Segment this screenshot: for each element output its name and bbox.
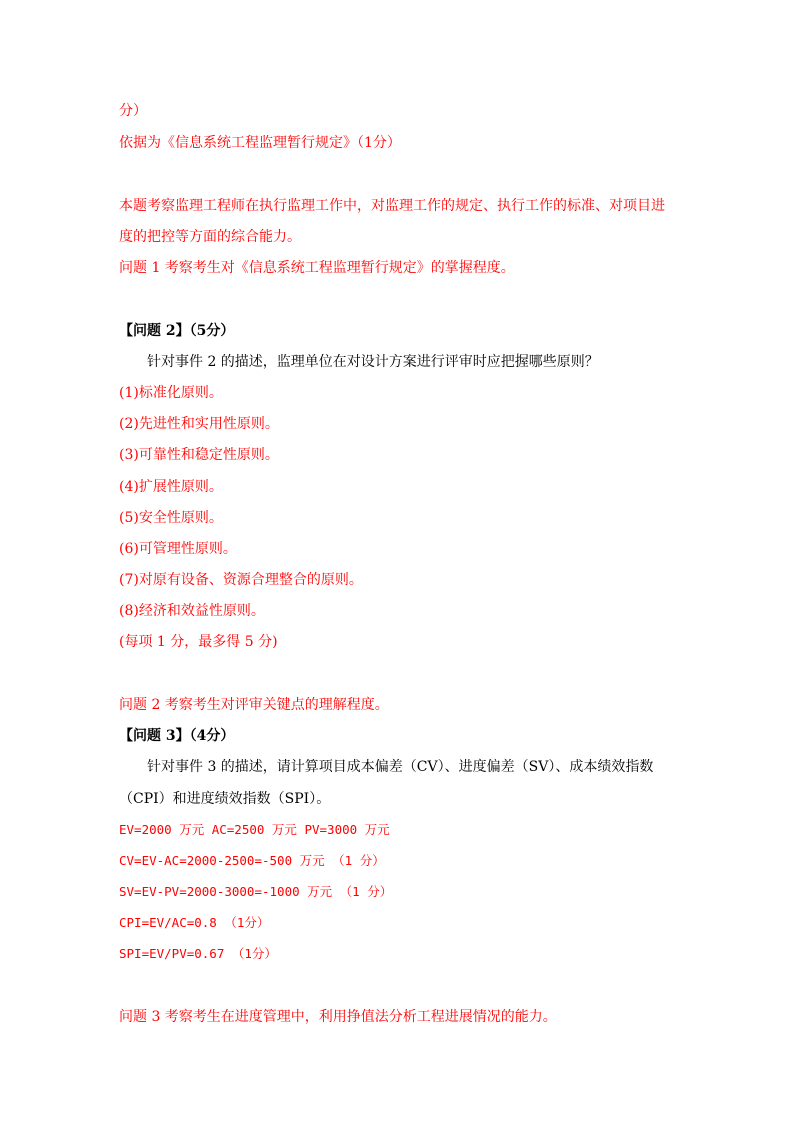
- analysis1-line1: 本题考察监理工程师在执行监理工作中，对监理工作的规定、执行工作的标准、对项目进: [119, 198, 665, 214]
- answer1-tail-line2: 依据为《信息系统工程监理暂行规定》（1分）: [119, 135, 401, 151]
- answer1-tail-line1: 分）: [119, 103, 147, 119]
- question3-text-line1: 针对事件 3 的描述，请计算项目成本偏差（CV）、进度偏差（SV）、成本绩效指数: [147, 759, 654, 775]
- question2-scoring: (每项 1 分，最多得 5 分): [119, 634, 278, 650]
- question3-answer-item: CV=EV-AC=2000-2500=-500 万元 （1 分）: [119, 853, 385, 868]
- question2-analysis: 问题 2 考察考生对评审关键点的理解程度。: [119, 697, 389, 713]
- question2-answer-item: (2)先进性和实用性原则。: [119, 416, 279, 432]
- question2-answer-item: (3)可靠性和稳定性原则。: [119, 447, 279, 463]
- question3-heading: 【问题 3】（4分）: [119, 728, 235, 744]
- question3-answer-item: CPI=EV/AC=0.8 （1分）: [119, 915, 270, 930]
- question3-analysis: 问题 3 考察考生在进度管理中，利用挣值法分析工程进展情况的能力。: [119, 1009, 557, 1025]
- analysis1-line3: 问题 1 考察考生对《信息系统工程监理暂行规定》的掌握程度。: [119, 260, 515, 276]
- question2-answer-item: (1)标准化原则。: [119, 385, 223, 401]
- question3-answer-item: EV=2000 万元 AC=2500 万元 PV=3000 万元: [119, 822, 390, 837]
- question2-answer-item: (6)可管理性原则。: [119, 541, 237, 557]
- question2-answer-item: (5)安全性原则。: [119, 510, 223, 526]
- question2-answer-item: (7)对原有设备、资源合理整合的原则。: [119, 572, 363, 588]
- question3-text-line2: （CPI）和进度绩效指数（SPI）。: [119, 791, 331, 807]
- question2-answer-item: (8)经济和效益性原则。: [119, 603, 265, 619]
- question2-heading: 【问题 2】（5分）: [119, 323, 235, 339]
- question2-answer-item: (4)扩展性原则。: [119, 479, 223, 495]
- question3-answer-item: SPI=EV/PV=0.67 （1分）: [119, 946, 277, 961]
- question3-answer-item: SV=EV-PV=2000-3000=-1000 万元 （1 分）: [119, 884, 393, 899]
- question2-text: 针对事件 2 的描述，监理单位在对设计方案进行评审时应把握哪些原则？: [147, 354, 599, 370]
- analysis1-line2: 度的把控等方面的综合能力。: [119, 229, 301, 245]
